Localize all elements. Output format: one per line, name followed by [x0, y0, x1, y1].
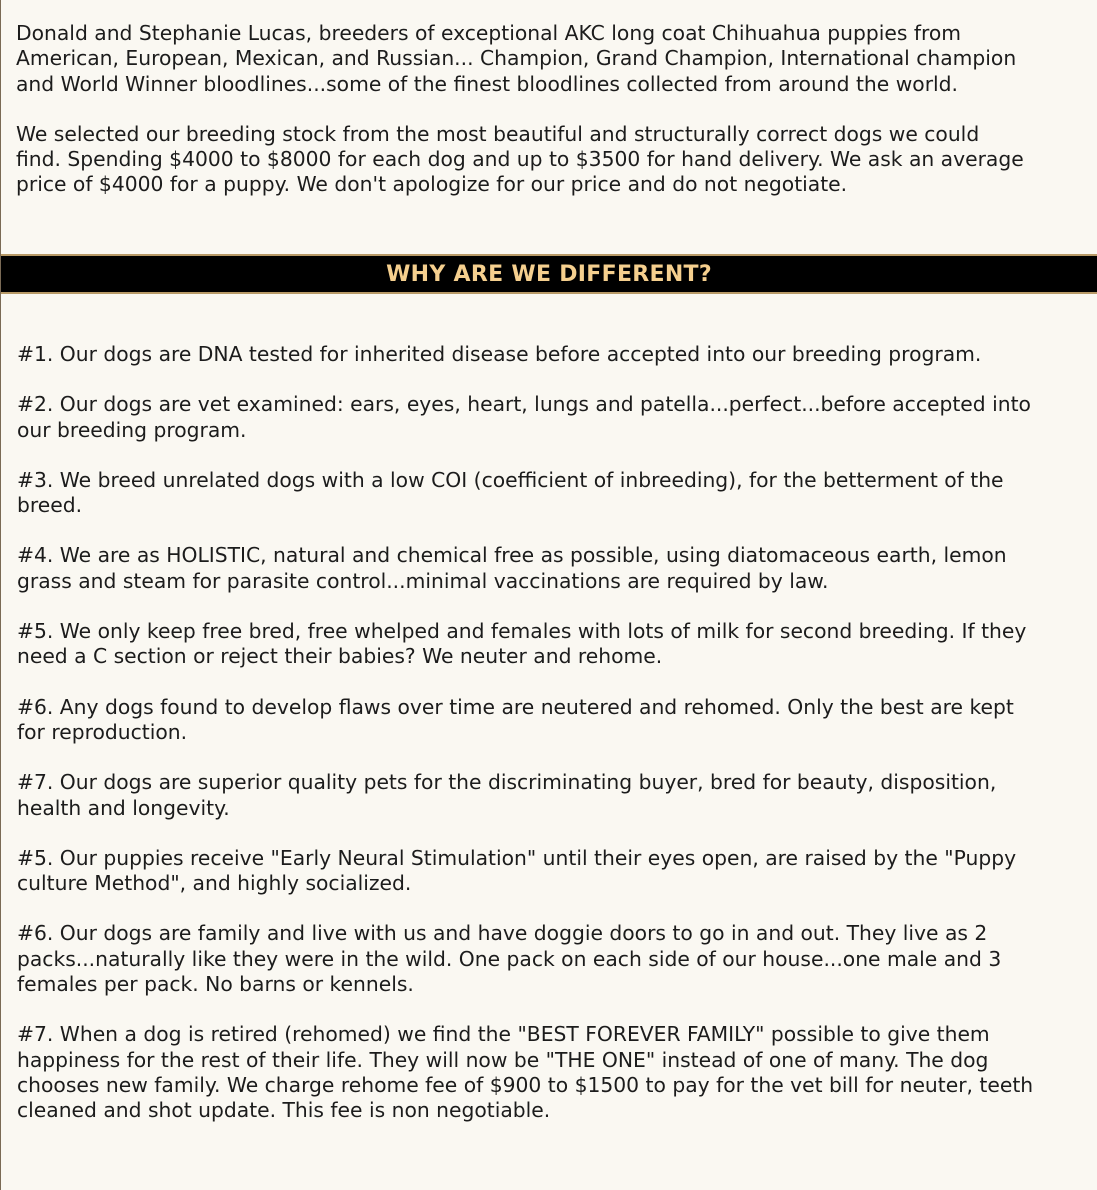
list-item: #6. Our dogs are family and live with us and have doggie doors to go in and out. They live as 2 packs...naturally like they were in the wild. One pack on each side of our house...one male and 3 females per pack. No barns or kennels. [17, 921, 1002, 997]
list-item: #2. Our dogs are vet examined: ears, eyes, heart, lungs and patella...perfect...before accepted into our breeding program. [17, 392, 1031, 442]
list-item: #3. We breed unrelated dogs with a low COI (coefficient of inbreeding), for the betterment of the breed. [17, 467, 1004, 518]
differences-list [17, 342, 1089, 1124]
intro-paragraph-pricing: We selected our breeding stock from the most beautiful and structurally correct dogs we could find. Spending $4000 to $8000 for each dog and up to $3500 for hand delivery. We ask an average price of $4000 for a puppy. We don't apologize for our price and do not negotiate. [16, 121, 1024, 197]
list-item: #4. We are as HOLISTIC, natural and chemical free as possible, using diatomaceous earth, lemon grass and steam for parasite control...minimal vaccinations are required by law. [17, 543, 1007, 593]
section-heading: WHY ARE WE DIFFERENT? [386, 261, 712, 287]
section-banner [1, 254, 1097, 294]
intro-paragraph-breeders: Donald and Stephanie Lucas, breeders of exceptional AKC long coat Chihuahua puppies from American, European, Mexican, and Russian... Champion, Grand Champion, International champion and World Winner bloodlines...some of the finest bloodlines collected from around the world. [16, 21, 1017, 96]
list-item: #6. Any dogs found to develop flaws over time are neutered and rehomed. Only the best are kept for reproduction. [17, 694, 1014, 744]
list-item: #5. We only keep free bred, free whelped and females with lots of milk for second breeding. If they need a C section or reject their babies? We neuter and rehome. [17, 619, 1027, 669]
list-item: #5. Our puppies receive "Early Neural Stimulation" until their eyes open, are raised by the "Puppy culture Method", and highly socialized. [17, 845, 1017, 896]
intro-section [1, 0, 1086, 198]
list-item: #1. Our dogs are DNA tested for inherited disease before accepted into our breeding program. [17, 342, 982, 366]
list-item: #7. When a dog is retired (rehomed) we find the "BEST FOREVER FAMILY" possible to give them happiness for the rest of their life. They will now be "THE ONE" instead of one of many. The dog chooses new family. We charge rehome fee of $900 to $1500 to pay for the vet bill for neuter, teeth cleaned and shot update. This fee is non negotiable. [17, 1022, 1034, 1123]
list-item: #7. Our dogs are superior quality pets for the discriminating buyer, bred for beauty, disposition, health and longevity. [17, 770, 997, 820]
